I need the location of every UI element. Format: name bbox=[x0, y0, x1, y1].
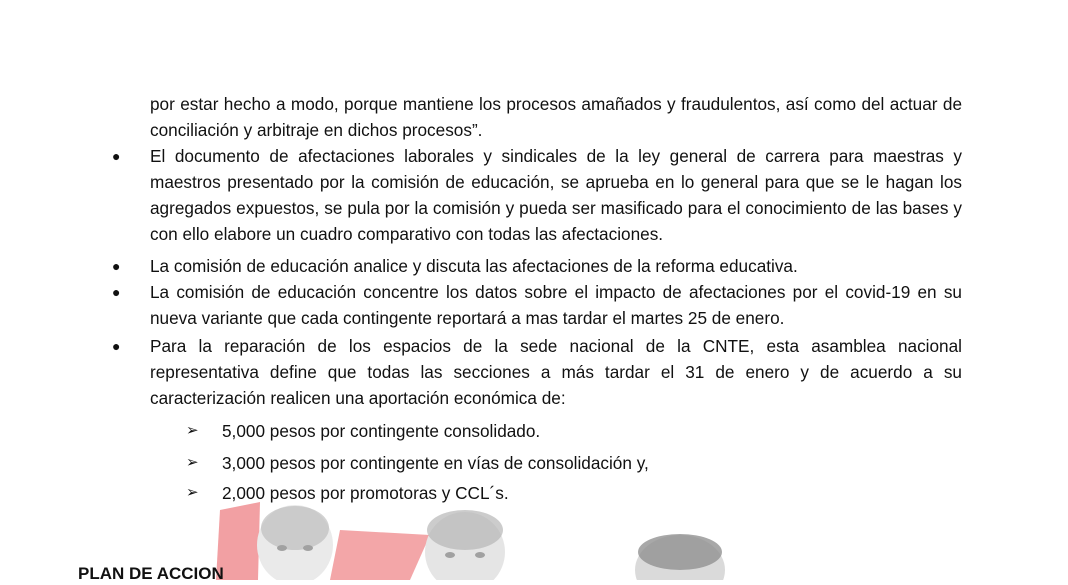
bullet-item: La comisión de educación concentre los datos sobre el impacto de afectaciones por el covid-19 en su nueva variante que cada contingente reportará a mas tardar el martes 25 de enero. bbox=[150, 282, 962, 328]
arrow-bullet-icon: ➢ bbox=[186, 484, 199, 501]
bullet-dot: ● bbox=[112, 338, 121, 354]
section-heading: PLAN DE ACCION bbox=[78, 564, 224, 583]
bullet-dot: ● bbox=[112, 258, 121, 274]
continuation-paragraph: por estar hecho a modo, porque mantiene los procesos amañados y fraudulentos, así como del actuar de conciliación y arbitraje en dichos procesos”. bbox=[150, 94, 962, 140]
bullet-item: La comisión de educación analice y discuta las afectaciones de la reforma educativa. bbox=[150, 256, 798, 276]
sub-list-item: 3,000 pesos por contingente en vías de consolidación y, bbox=[222, 453, 649, 473]
bullet-dot: ● bbox=[112, 284, 121, 300]
bullet-item: El documento de afectaciones laborales y sindicales de la ley general de carrera para maestras y maestros presentado por la comisión de educación, se aprueba en lo general para que se le hagan los agregados expuestos, se pula por la comisión y pueda ser masificado para el conocimiento de las bases y con ello elabore un cuadro comparativo con todas las afectaciones. bbox=[150, 146, 962, 244]
sub-list-item: 2,000 pesos por promotoras y CCL´s. bbox=[222, 483, 509, 503]
bullet-item: Para la reparación de los espacios de la sede nacional de la CNTE, esta asamblea nacional representativa define que todas las secciones a más tardar el 31 de enero y de acuerdo a su caracterización realicen una aportación económica de: bbox=[150, 336, 962, 408]
sub-list-item: 5,000 pesos por contingente consolidado. bbox=[222, 421, 541, 441]
arrow-bullet-icon: ➢ bbox=[186, 454, 199, 471]
bullet-dot: ● bbox=[112, 148, 121, 164]
arrow-bullet-icon: ➢ bbox=[186, 422, 199, 439]
